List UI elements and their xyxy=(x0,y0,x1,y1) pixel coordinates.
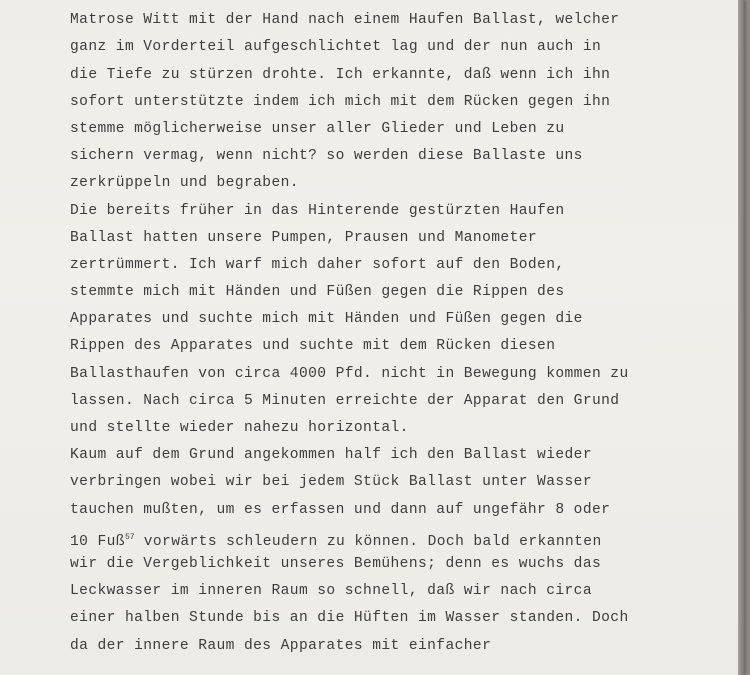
text-line: und stellte wieder nahezu horizontal. xyxy=(70,420,409,436)
text-line: Kaum auf dem Grund angekommen half ich den Ballast wieder xyxy=(70,447,592,464)
text-line: stemmte mich mit Händen und Füßen gegen die Rippen des xyxy=(70,284,565,301)
text-line: Matrose Witt mit der Hand nach einem Haufen Ballast, welcher xyxy=(70,12,620,29)
text-line: lassen. Nach circa 5 Minuten erreichte der Apparat den Grund xyxy=(70,392,620,409)
text-line: Ballast hatten unsere Pumpen, Prausen und Manometer xyxy=(70,229,538,246)
text-line: zertrümmert. Ich warf mich daher sofort auf den Boden, xyxy=(70,256,565,273)
text-line xyxy=(70,0,629,7)
text-line: tauchen mußten, um es erfassen und dann auf ungefähr 8 oder xyxy=(70,501,611,518)
footnote-marker: 57 xyxy=(124,532,135,542)
text-line: sichern vermag, wenn nicht? so werden diese Ballaste uns xyxy=(70,148,583,165)
typed-text-block xyxy=(70,0,629,660)
text-line: verbringen wobei wir bei jedem Stück Ballast unter Wasser xyxy=(70,474,592,491)
text-line: da der innere Raum des Apparates mit einfacher xyxy=(70,637,492,654)
text-segment: 10 Fuß xyxy=(70,533,125,550)
text-line: Die bereits früher in das Hinterende gestürzten Haufen xyxy=(70,202,565,219)
text-line: Rippen des Apparates und suchte mit dem Rücken diesen xyxy=(70,338,556,355)
text-segment: vorwärts schleudern zu können. Doch bald erkannten xyxy=(134,533,602,550)
text-line: Leckwasser im inneren Raum so schnell, daß wir nach circa xyxy=(70,583,592,600)
text-line: sofort unterstützte indem ich mich mit dem Rücken gegen ihn xyxy=(70,93,611,110)
text-line: wir die Vergeblichkeit unseres Bemühens; denn es wuchs das xyxy=(70,555,602,572)
text-line: Ballasthaufen von circa 4000 Pfd. nicht in Bewegung kommen zu xyxy=(70,365,629,382)
text-line: stemme möglicherweise unser aller Glieder und Leben zu xyxy=(70,120,565,137)
text-line: zerkrüppeln und begraben. xyxy=(70,175,299,192)
text-line: ganz im Vorderteil aufgeschlichtet lag und der nun auch in xyxy=(70,39,602,56)
text-line: einer halben Stunde bis an die Hüften im Wasser standen. Doch xyxy=(70,610,629,627)
text-line-footnote xyxy=(70,524,629,551)
page-edge-shadow xyxy=(738,0,744,675)
text-line: die Tiefe zu stürzen drohte. Ich erkannte, daß wenn ich ihn xyxy=(70,66,611,83)
text-line: Apparates und suchte mich mit Händen und Füßen gegen die xyxy=(70,311,583,328)
